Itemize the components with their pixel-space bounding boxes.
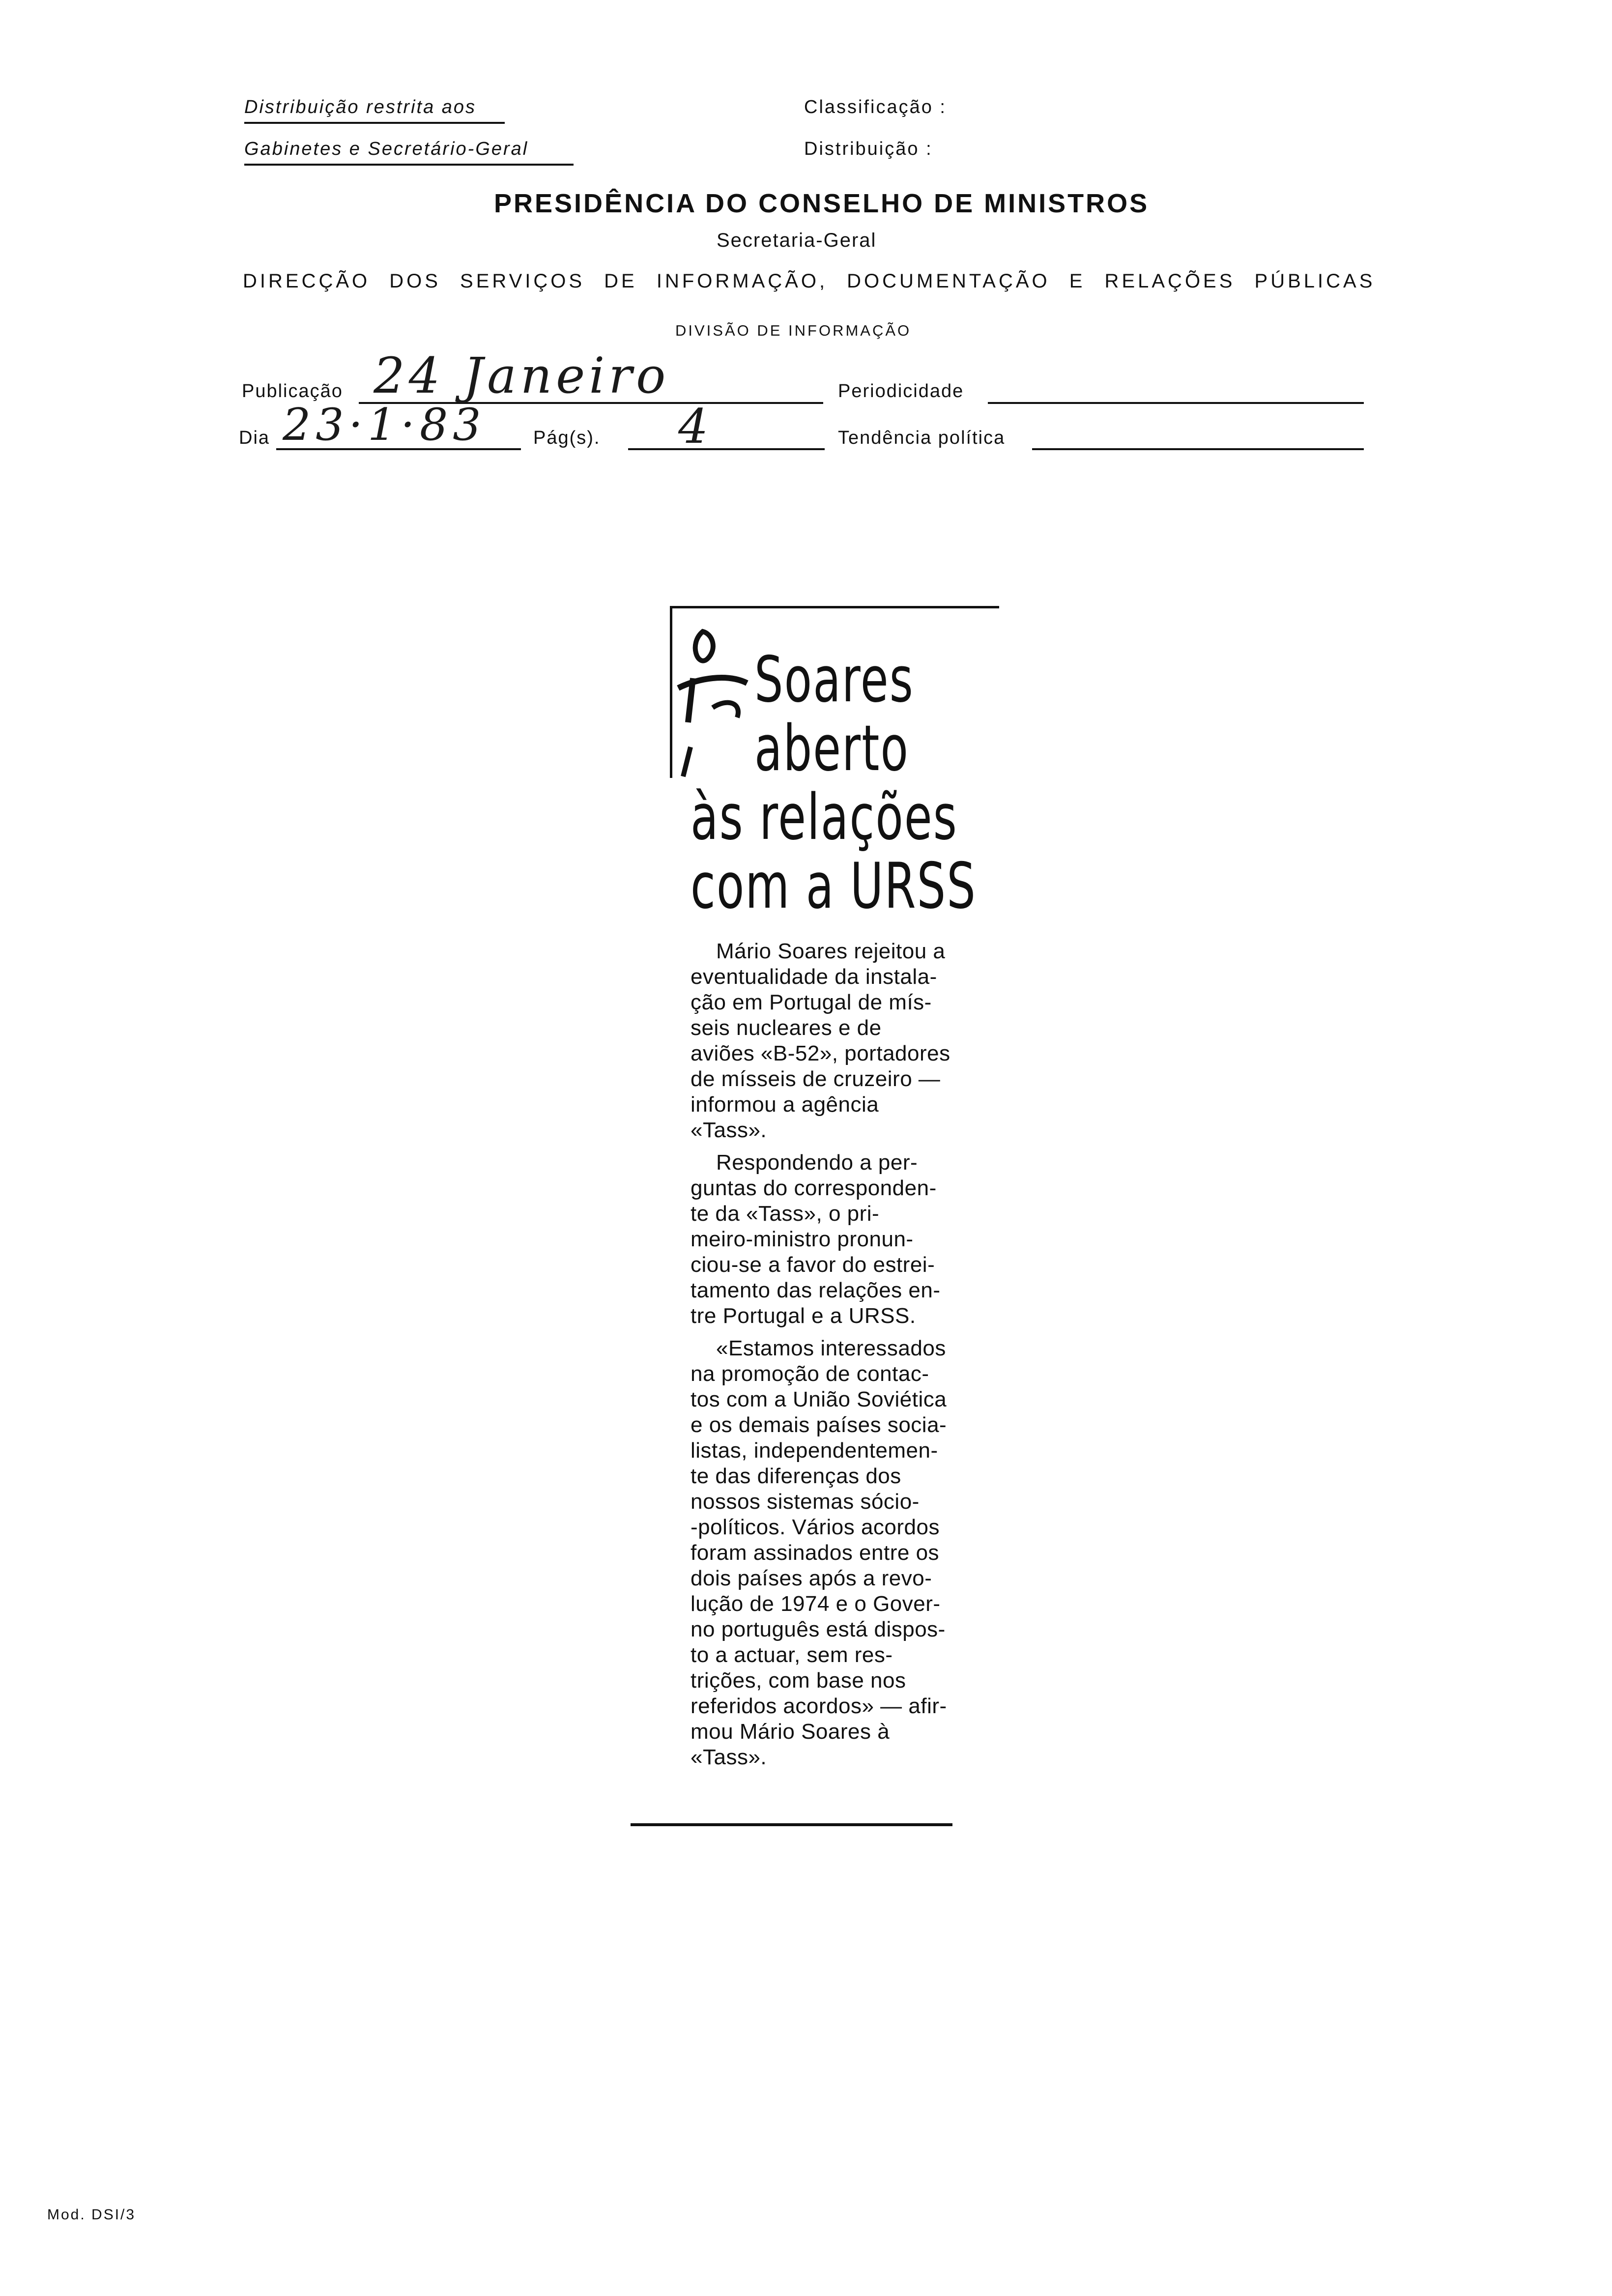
periodicidade-label: Periodicidade bbox=[838, 381, 964, 402]
handwritten-scribble-icon bbox=[668, 624, 757, 781]
article-paragraph-1 bbox=[691, 939, 985, 1143]
pags-line bbox=[628, 448, 825, 450]
periodicidade-line bbox=[988, 402, 1364, 404]
body-line: e os demais países socia- bbox=[691, 1413, 947, 1437]
classificacao-label: Classificação : bbox=[804, 97, 947, 117]
body-line: ção em Portugal de mís- bbox=[691, 990, 932, 1014]
body-line: referidos acordos» — afir- bbox=[691, 1694, 947, 1718]
distribution-restricted-line1: Distribuição restrita aos bbox=[244, 97, 505, 124]
dia-label: Dia bbox=[239, 428, 270, 448]
article-paragraph-2 bbox=[691, 1150, 985, 1329]
article-body bbox=[691, 939, 985, 1777]
tendencia-line bbox=[1032, 448, 1364, 450]
body-line: «Tass». bbox=[691, 1118, 767, 1142]
distribution-restricted-line2: Gabinetes e Secretário-Geral bbox=[244, 139, 574, 166]
body-line: te da «Tass», o pri- bbox=[691, 1202, 880, 1226]
publicacao-handwritten-value: 24 Janeiro bbox=[374, 347, 670, 404]
body-line: «Estamos interessados bbox=[716, 1336, 946, 1360]
body-line: Respondendo a per- bbox=[716, 1150, 918, 1175]
presidencia-title: PRESIDÊNCIA DO CONSELHO DE MINISTROS bbox=[494, 189, 1150, 218]
body-line: no português está dispos- bbox=[691, 1617, 946, 1641]
body-line: tre Portugal e a URSS. bbox=[691, 1304, 916, 1328]
headline-line-2: aberto bbox=[754, 712, 910, 785]
body-line: lução de 1974 e o Gover- bbox=[691, 1592, 941, 1616]
body-line: eventualidade da instala- bbox=[691, 965, 937, 989]
body-line: Mário Soares rejeitou a bbox=[716, 939, 946, 963]
body-line: to a actuar, sem res- bbox=[691, 1643, 893, 1667]
body-line: dois países após a revo- bbox=[691, 1566, 932, 1590]
secretaria-geral: Secretaria-Geral bbox=[717, 230, 877, 251]
clipping-top-rule bbox=[670, 606, 999, 608]
pags-label: Pág(s). bbox=[533, 428, 601, 448]
article-paragraph-3 bbox=[691, 1336, 985, 1770]
pags-handwritten-value: 4 bbox=[678, 399, 709, 454]
body-line: tamento das relações en- bbox=[691, 1278, 941, 1302]
body-line: listas, independentemen- bbox=[691, 1438, 938, 1463]
divisao-informacao: DIVISÃO DE INFORMAÇÃO bbox=[675, 322, 912, 339]
body-line: mou Mário Soares à bbox=[691, 1720, 890, 1744]
body-line: aviões «B-52», portadores bbox=[691, 1041, 950, 1065]
body-line: informou a agência bbox=[691, 1092, 879, 1117]
publicacao-label: Publicação bbox=[242, 381, 343, 402]
body-line: seis nucleares e de bbox=[691, 1016, 882, 1040]
body-line: na promoção de contac- bbox=[691, 1362, 929, 1386]
direccao-servicos: DIRECÇÃO DOS SERVIÇOS DE INFORMAÇÃO, DOCUMENTAÇÃO E RELAÇÕES PÚBLICAS bbox=[243, 270, 1376, 292]
headline-line-4: com a URSS bbox=[691, 850, 977, 923]
distribuicao-label: Distribuição : bbox=[804, 139, 933, 159]
body-line: tos com a União Soviética bbox=[691, 1387, 947, 1411]
tendencia-label: Tendência política bbox=[838, 428, 1006, 448]
headline-line-1: Soares bbox=[754, 643, 914, 717]
body-line: ciou-se a favor do estrei- bbox=[691, 1253, 935, 1277]
clipping-bottom-rule bbox=[631, 1823, 952, 1826]
form-code: Mod. DSI/3 bbox=[47, 2207, 136, 2223]
body-line: -políticos. Vários acordos bbox=[691, 1515, 940, 1539]
body-line: meiro-ministro pronun- bbox=[691, 1227, 914, 1251]
body-line: de mísseis de cruzeiro — bbox=[691, 1067, 941, 1091]
dia-handwritten-value: 23·1·83 bbox=[283, 399, 486, 451]
body-line: foram assinados entre os bbox=[691, 1541, 940, 1565]
body-line: guntas do corresponden- bbox=[691, 1176, 937, 1200]
body-line: te das diferenças dos bbox=[691, 1464, 901, 1488]
headline-line-3: às relações bbox=[691, 781, 958, 854]
body-line: trições, com base nos bbox=[691, 1668, 906, 1693]
body-line: «Tass». bbox=[691, 1745, 767, 1769]
body-line: nossos sistemas sócio- bbox=[691, 1490, 920, 1514]
